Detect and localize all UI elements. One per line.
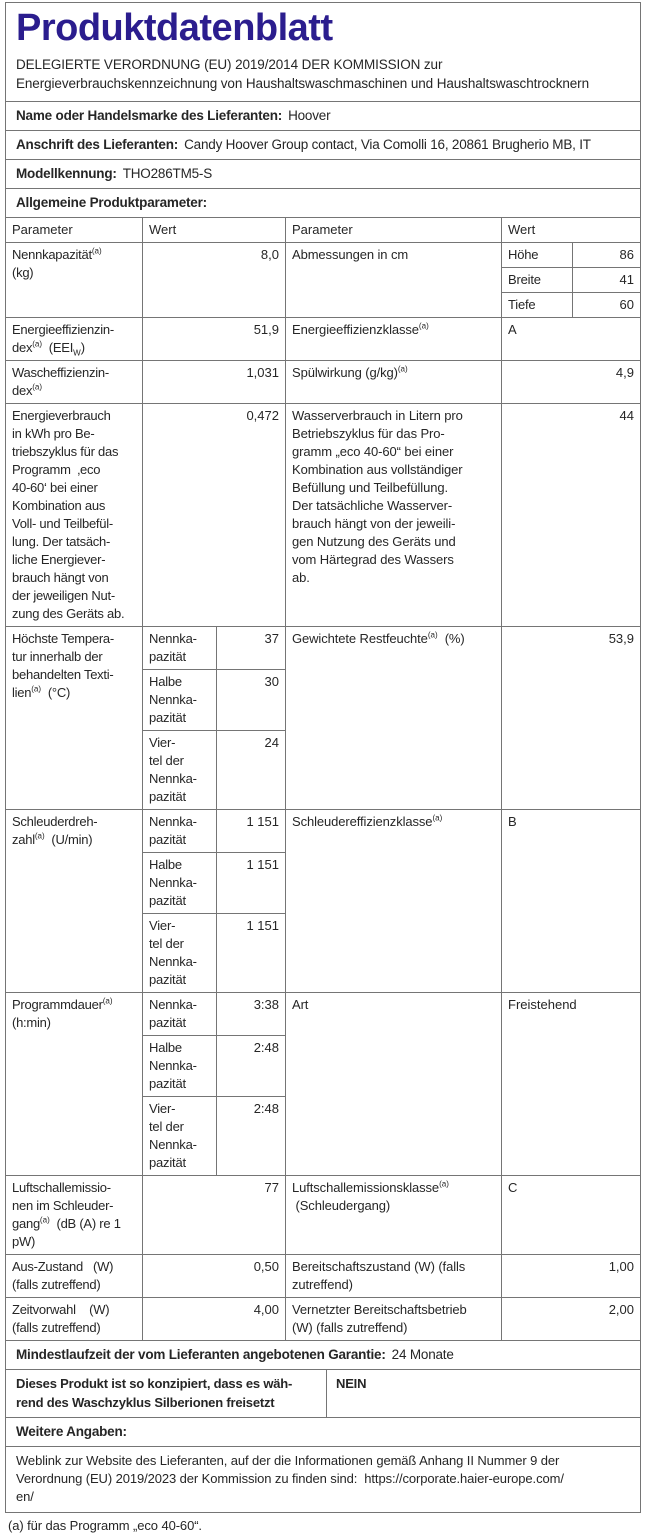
spin-half-label: Halbe Nennka- pazität [143, 853, 217, 914]
model-value: THO286TM5-S [122, 166, 213, 181]
energy-consumption-label: Energieverbrauch in kWh pro Be- triebszyklus für das Programm ‚eco 40-60‘ bei einer Kombination aus Voll- und Teilbefül- lung. Der tatsäch- liche Energiever- brauch hängt von der jeweiligen Nut- zung des Geräts ab. [6, 404, 143, 627]
spin-quarter-label: Vier- tel der Nennka- pazität [143, 914, 217, 993]
row-energy-water [6, 404, 641, 627]
weblink-row: Weblink zur Website des Lieferanten, auf der die Informationen gemäß Anhang II Nummer 9 der Verordnung (EU) 2019/2023 der Kommission zu finden sind: https://corporate.haier-europe.com/ en/ [5, 1446, 641, 1513]
eei-class-value: A [502, 318, 641, 361]
temperature-quarter-value: 24 [217, 731, 286, 810]
capacity-label: Nennkapazität$^{(a)}$ (kg) [6, 243, 143, 318]
general-params-label: Allgemeine Produktparameter: [16, 195, 207, 210]
row-duration [6, 993, 641, 1036]
row-capacity-dimensions [6, 243, 641, 268]
supplier-address-row [5, 130, 641, 160]
duration-rated-value: 3:38 [217, 993, 286, 1036]
row-wash-index [6, 361, 641, 404]
duration-label: Programmdauer$^{(a)}$ (h:min) [6, 993, 143, 1176]
silver-ions-label: Dieses Produkt ist so konzipiert, dass es wäh- rend des Waschzyklus Silberionen freisetzt [16, 1376, 293, 1410]
more-info-label: Weitere Angaben: [16, 1424, 127, 1439]
temperature-label: Höchste Tempera- tur innerhalb der behandelten Texti- lien$^{(a)}$ (°C) [6, 627, 143, 810]
page-title: Produktdatenblatt [16, 7, 333, 49]
standby-label: Bereitschaftszustand (W) (falls zutreffend) [286, 1255, 502, 1298]
energy-consumption-value: 0,472 [143, 404, 286, 627]
networked-standby-label: Vernetzter Bereitschaftsbetrieb (W) (falls zutreffend) [286, 1298, 502, 1341]
eei-class-label: Energieeffizienzklasse$^{(a)}$ [286, 318, 502, 361]
temperature-rated-label: Nennka- pazität [143, 627, 217, 670]
model-row [5, 159, 641, 189]
water-consumption-label: Wasserverbrauch in Litern pro Betriebszyklus für das Pro- gramm „eco 40-60“ bei einer Kombination aus vollständiger Befüllung und Teilbefüllung. Der tatsächliche Wasserver- brauch hängt von der jeweili- gen Nutzung des Geräts und vom Härtegrad des Wassers ab. [286, 404, 502, 627]
noise-class-value: C [502, 1176, 641, 1255]
noise-value: 77 [143, 1176, 286, 1255]
water-consumption-value: 44 [502, 404, 641, 627]
row-temperature [6, 627, 641, 670]
footnote: (a) für das Programm „eco 40-60“. [8, 1518, 202, 1533]
rinse-label: Spülwirkung $(g/kg)^{(a)}$ [286, 361, 502, 404]
silver-ions-row [5, 1369, 641, 1418]
temperature-rated-value: 37 [217, 627, 286, 670]
supplier-address-value: Candy Hoover Group contact, Via Comolli 16, 20861 Brugherio MB, IT [184, 137, 591, 152]
spin-rated-label: Nennka- pazität [143, 810, 217, 853]
silver-ions-value: NEIN [326, 1370, 640, 1417]
spin-rated-value: 1 151 [217, 810, 286, 853]
duration-half-value: 2:48 [217, 1036, 286, 1097]
col-header-wert-left: Wert [143, 218, 286, 243]
moisture-value: 53,9 [502, 627, 641, 810]
dimension-depth-value: 60 [573, 293, 641, 318]
spin-class-label: Schleudereffizienzklasse$^{(a)}$ [286, 810, 502, 993]
moisture-label: Gewichtete Restfeuchte$^{(a)}$ (%) [286, 627, 502, 810]
warranty-row [5, 1340, 641, 1370]
temperature-half-label: Halbe Nennka- pazität [143, 670, 217, 731]
supplier-name-value: Hoover [288, 108, 331, 123]
spin-half-value: 1 151 [217, 853, 286, 914]
more-info-heading [5, 1417, 641, 1447]
row-spin-speed [6, 810, 641, 853]
col-header-wert-right: Wert [502, 218, 641, 243]
wash-index-value: 1,031 [143, 361, 286, 404]
supplier-name-row [5, 101, 641, 131]
off-mode-value: 0,50 [143, 1255, 286, 1298]
general-parameters-table [5, 217, 641, 1341]
warranty-label: Mindestlaufzeit der vom Lieferanten angebotenen Garantie: [16, 1347, 386, 1362]
temperature-quarter-label: Vier- tel der Nennka- pazität [143, 731, 217, 810]
eei-label: Energieeffizienzin- dex$^{(a)}$ $(EEI_W)$ [6, 318, 143, 361]
col-header-parameter-left: Parameter [6, 218, 143, 243]
supplier-address-label: Anschrift des Lieferanten: [16, 137, 179, 152]
supplier-name-label: Name oder Handelsmarke des Lieferanten: [16, 108, 283, 123]
delay-start-value: 4,00 [143, 1298, 286, 1341]
networked-standby-value: 2,00 [502, 1298, 641, 1341]
dimension-width-label: Breite [502, 268, 573, 293]
regulation-subtitle: DELEGIERTE VERORDNUNG (EU) 2019/2014 DER KOMMISSION zur Energieverbrauchskennzeichnung von Haushaltswaschmaschinen und Haushaltswaschtrocknern [16, 57, 589, 91]
col-header-parameter-right: Parameter [286, 218, 502, 243]
row-delay-networked [6, 1298, 641, 1341]
noise-class-label: Luftschallemissionsklasse$^{(a)}$ (Schleudergang) [286, 1176, 502, 1255]
row-energy-efficiency [6, 318, 641, 361]
delay-start-label: Zeitvorwahl (W) (falls zutreffend) [6, 1298, 143, 1341]
standby-value: 1,00 [502, 1255, 641, 1298]
spin-class-value: B [502, 810, 641, 993]
eei-value: 51,9 [143, 318, 286, 361]
dimensions-label: Abmessungen in cm [286, 243, 502, 318]
general-params-heading [5, 188, 641, 218]
title-block [5, 2, 641, 102]
duration-quarter-label: Vier- tel der Nennka- pazität [143, 1097, 217, 1176]
dimension-width-value: 41 [573, 268, 641, 293]
spin-speed-label: Schleuderdreh- zahl$^{(a)}$ (U/min) [6, 810, 143, 993]
duration-half-label: Halbe Nennka- pazität [143, 1036, 217, 1097]
dimension-height-value: 86 [573, 243, 641, 268]
spin-quarter-value: 1 151 [217, 914, 286, 993]
type-value: Freistehend [502, 993, 641, 1176]
type-label: Art [286, 993, 502, 1176]
rinse-value: 4,9 [502, 361, 641, 404]
model-label: Modellkennung: [16, 166, 117, 181]
wash-index-label: Wascheffizienzin- dex$^{(a)}$ [6, 361, 143, 404]
capacity-value: 8,0 [143, 243, 286, 318]
warranty-value: 24 Monate [391, 1347, 454, 1362]
table-header-row [6, 218, 641, 243]
dimension-depth-label: Tiefe [502, 293, 573, 318]
row-noise [6, 1176, 641, 1255]
off-mode-label: Aus-Zustand (W) (falls zutreffend) [6, 1255, 143, 1298]
duration-rated-label: Nennka- pazität [143, 993, 217, 1036]
row-off-standby [6, 1255, 641, 1298]
dimension-height-label: Höhe [502, 243, 573, 268]
noise-label: Luftschallemissio- nen im Schleuder- gang$^{(a)}$ (dB (A) re 1 pW) [6, 1176, 143, 1255]
duration-quarter-value: 2:48 [217, 1097, 286, 1176]
temperature-half-value: 30 [217, 670, 286, 731]
